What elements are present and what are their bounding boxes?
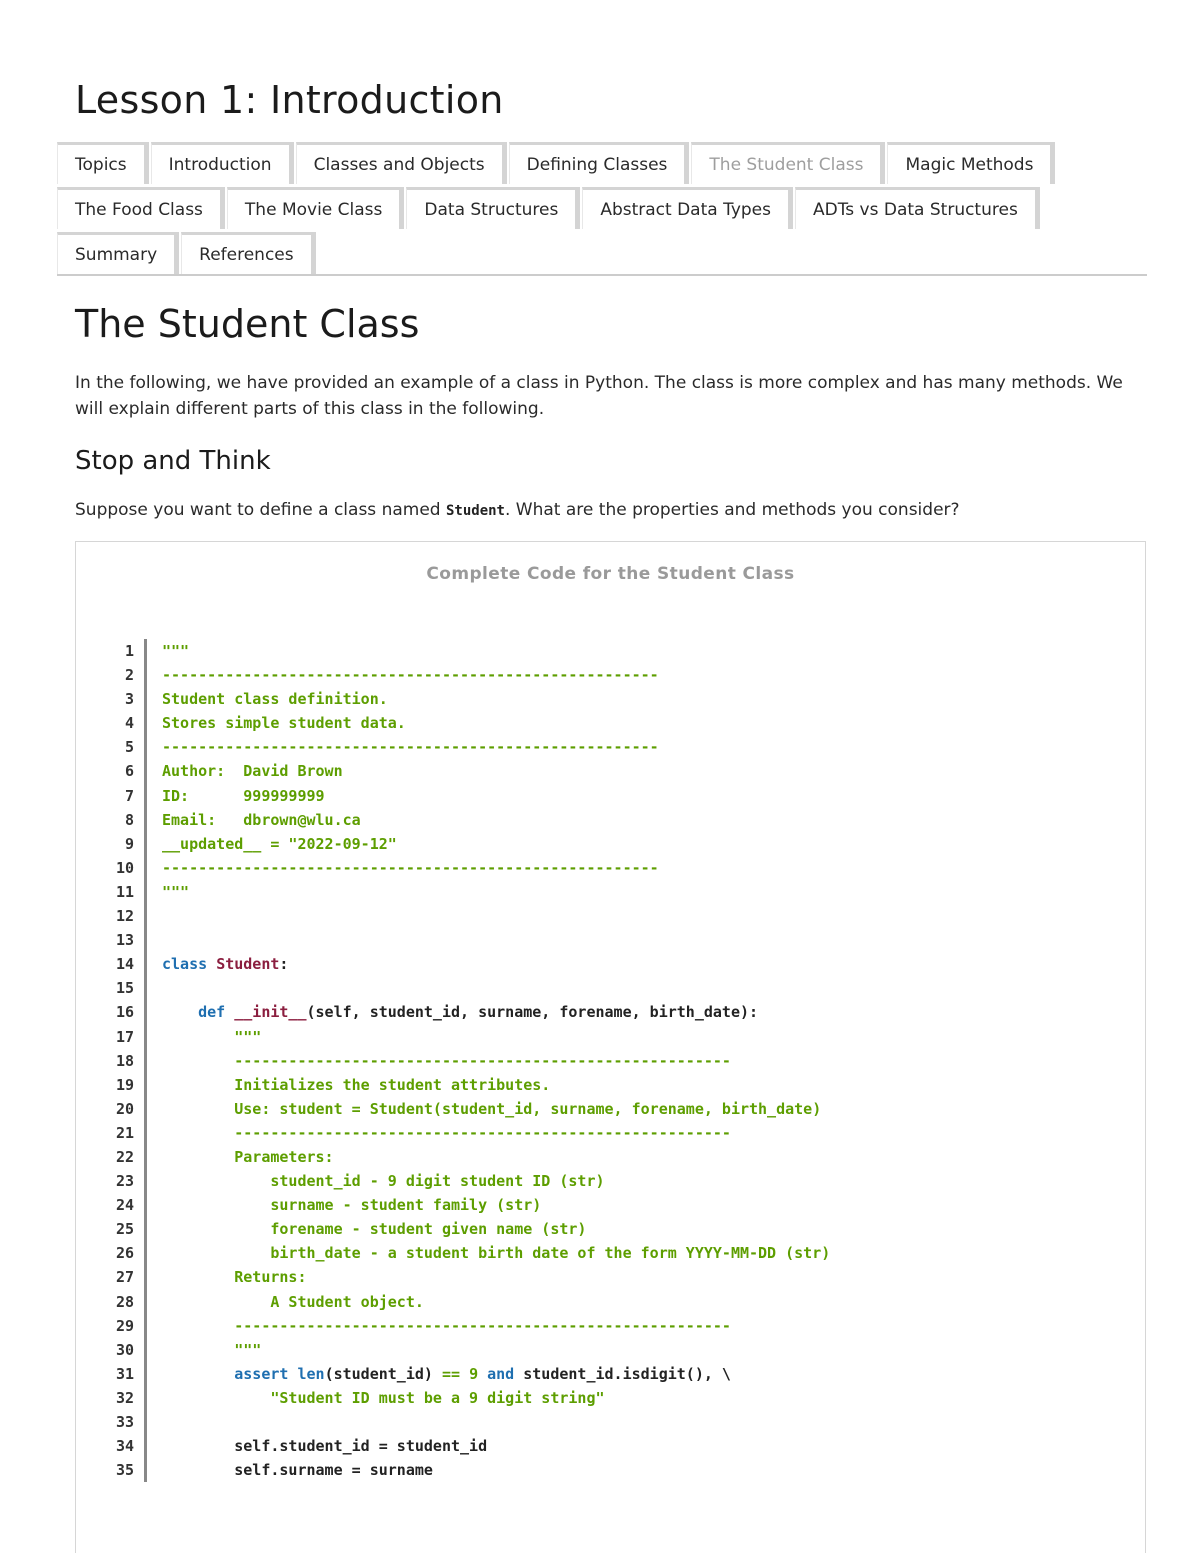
code-line: [76, 928, 1145, 952]
code-line: [76, 1265, 1145, 1289]
gutter-bar: [144, 1338, 147, 1362]
code-line: [76, 759, 1145, 783]
line-number: 9: [124, 834, 134, 853]
line-number: 19: [115, 1075, 134, 1094]
tab-topics[interactable]: Topics: [57, 142, 149, 184]
gutter-bar: [144, 1314, 147, 1338]
code-text: class Student:: [162, 955, 289, 974]
code-line: [76, 784, 1145, 808]
code-text: __updated__ = "2022-09-12": [162, 834, 397, 853]
code-text: """: [162, 642, 190, 660]
code-text: forename - student given name (str): [162, 1220, 587, 1239]
gutter-bar: [144, 1386, 147, 1410]
question-text-after: . What are the properties and methods you consider?: [505, 500, 960, 520]
code-text: """: [162, 882, 190, 901]
line-number: 28: [115, 1292, 134, 1311]
line-number: 34: [115, 1437, 134, 1456]
gutter-bar: [144, 1193, 147, 1217]
code-line: [76, 1169, 1145, 1193]
gutter-bar: [144, 1121, 147, 1145]
code-line: [76, 711, 1145, 735]
gutter-bar: [144, 1434, 147, 1458]
code-text: surname - student family (str): [162, 1196, 542, 1215]
gutter-bar: [144, 832, 147, 856]
gutter-bar: [144, 976, 147, 1000]
line-number: 26: [115, 1244, 134, 1263]
code-line: [76, 639, 1145, 663]
tab-data-structures[interactable]: Data Structures: [406, 187, 580, 229]
line-number: 18: [115, 1051, 134, 1070]
code-line: [76, 1073, 1145, 1097]
lesson-tabs: [57, 142, 1147, 276]
tab-adts-vs-data-structures[interactable]: ADTs vs Data Structures: [795, 187, 1040, 229]
tab-introduction[interactable]: Introduction: [151, 142, 294, 184]
line-number: 6: [124, 762, 134, 781]
code-text: Student class definition.: [162, 690, 388, 709]
gutter-bar: [144, 1410, 147, 1434]
gutter-bar: [144, 759, 147, 783]
line-number: 5: [124, 738, 134, 757]
code-line: [76, 1145, 1145, 1169]
line-number: 21: [115, 1123, 134, 1142]
code-text: -------------------------------------------------------: [162, 1051, 731, 1070]
gutter-bar: [144, 856, 147, 880]
code-line: [76, 976, 1145, 1000]
gutter-bar: [144, 904, 147, 928]
line-number: 4: [124, 714, 134, 733]
line-number: 11: [115, 882, 134, 901]
line-number: 25: [115, 1220, 134, 1239]
code-text: Initializes the student attributes.: [162, 1075, 551, 1094]
line-number: 22: [115, 1147, 134, 1166]
code-text: self.student_id = student_id: [162, 1437, 488, 1456]
question-text-before: Suppose you want to define a class named: [75, 500, 446, 520]
code-line: [76, 1410, 1145, 1434]
code-text: -------------------------------------------------------: [162, 858, 659, 877]
code-text: -------------------------------------------------------: [162, 666, 659, 685]
code-line: [76, 1025, 1145, 1049]
line-number: 33: [115, 1413, 134, 1431]
code-text: ID: 999999999: [162, 786, 325, 805]
tab-summary[interactable]: Summary: [57, 232, 179, 274]
code-listing[interactable]: [76, 639, 1145, 1482]
code-line: [76, 1049, 1145, 1073]
code-line: [76, 663, 1145, 687]
code-text: Returns:: [162, 1268, 307, 1287]
gutter-bar: [144, 1217, 147, 1241]
code-text: assert len(student_id) == 9 and student_id.isdigit(), \: [234, 1364, 731, 1383]
code-line: [76, 1241, 1145, 1265]
code-line: [76, 880, 1145, 904]
code-text: self.surname = surname: [162, 1461, 433, 1480]
code-line: [76, 904, 1145, 928]
code-line: [76, 1121, 1145, 1145]
gutter-bar: [144, 1362, 147, 1386]
code-line: [76, 1458, 1145, 1482]
tab-references[interactable]: References: [181, 232, 315, 274]
code-text: -------------------------------------------------------: [162, 1123, 731, 1142]
code-text: Use: student = Student(student_id, surname, forename, birth_date): [162, 1099, 822, 1118]
line-number: 14: [115, 955, 134, 974]
code-block: [75, 541, 1146, 1553]
gutter-bar: [144, 808, 147, 832]
tab-classes-and-objects[interactable]: Classes and Objects: [296, 142, 507, 184]
line-number: 8: [124, 810, 134, 829]
line-number: 17: [115, 1027, 134, 1046]
code-line: [76, 856, 1145, 880]
code-text: birth_date - a student birth date of the form YYYY-MM-DD (str): [162, 1244, 831, 1263]
gutter-bar: [144, 687, 147, 711]
gutter-bar: [144, 735, 147, 759]
code-text: -------------------------------------------------------: [162, 1316, 731, 1335]
gutter-bar: [144, 1290, 147, 1314]
code-text: Email: dbrown@wlu.ca: [162, 810, 361, 829]
gutter-bar: [144, 1000, 147, 1024]
code-line: [76, 832, 1145, 856]
code-text: Parameters:: [162, 1147, 334, 1166]
gutter-bar: [144, 1458, 147, 1482]
code-text: """: [162, 1340, 262, 1359]
code-line: [76, 1290, 1145, 1314]
line-number: 12: [115, 907, 134, 926]
section-intro: In the following, we have provided an example of a class in Python. The class is more complex and has many methods. We will explain different parts of this class in the following.: [75, 373, 1123, 419]
code-line: [76, 1362, 1145, 1386]
code-text: Author: David Brown: [162, 762, 343, 781]
line-number: 30: [115, 1340, 134, 1359]
code-block-title: Complete Code for the Student Class: [426, 564, 795, 584]
gutter-bar: [144, 1049, 147, 1073]
line-number: 27: [115, 1268, 134, 1287]
gutter-bar: [144, 928, 147, 952]
code-line: [76, 1314, 1145, 1338]
tab-defining-classes[interactable]: Defining Classes: [509, 142, 690, 184]
code-text: """: [162, 1027, 262, 1046]
gutter-bar: [144, 1265, 147, 1289]
tab-the-movie-class[interactable]: The Movie Class: [227, 187, 404, 229]
line-number: 35: [115, 1461, 134, 1480]
gutter-bar: [144, 880, 147, 904]
line-number: 24: [115, 1196, 134, 1215]
gutter-bar: [144, 711, 147, 735]
code-line: [76, 952, 1145, 976]
tab-the-food-class[interactable]: The Food Class: [57, 187, 225, 229]
code-line: [76, 1193, 1145, 1217]
code-line: [76, 1217, 1145, 1241]
question-code: Student: [445, 503, 505, 519]
code-line: [76, 1338, 1145, 1362]
gutter-bar: [144, 1073, 147, 1097]
gutter-bar: [144, 663, 147, 687]
line-number: 10: [115, 858, 134, 877]
gutter-bar: [144, 1097, 147, 1121]
code-line: [76, 687, 1145, 711]
code-line: [76, 735, 1145, 759]
code-text: def __init__(self, student_id, surname, forename, birth_date):: [198, 1003, 759, 1022]
tab-abstract-data-types[interactable]: Abstract Data Types: [582, 187, 793, 229]
line-number: 23: [115, 1172, 134, 1191]
line-number: 16: [115, 1003, 134, 1022]
code-text: -------------------------------------------------------: [162, 738, 659, 757]
stop-and-think-question: [75, 500, 960, 520]
gutter-bar: [144, 784, 147, 808]
line-number: 29: [115, 1316, 134, 1335]
gutter-bar: [144, 1145, 147, 1169]
tab-the-student-class[interactable]: The Student Class: [691, 142, 885, 184]
code-text: "Student ID must be a 9 digit string": [162, 1388, 605, 1407]
line-number: 3: [124, 690, 134, 709]
line-number: 1: [124, 642, 134, 660]
stop-and-think-heading: Stop and Think: [75, 446, 271, 476]
lesson-title: Lesson 1: Introduction: [75, 78, 504, 122]
line-number: 2: [124, 666, 134, 685]
code-line: [76, 808, 1145, 832]
section-title: The Student Class: [75, 302, 420, 346]
code-text: A Student object.: [162, 1292, 424, 1311]
line-number: 20: [115, 1099, 134, 1118]
code-line: [76, 1434, 1145, 1458]
gutter-bar: [144, 1241, 147, 1265]
code-text: student_id - 9 digit student ID (str): [162, 1172, 605, 1191]
line-number: 32: [115, 1388, 134, 1407]
line-number: 7: [124, 786, 134, 805]
tab-magic-methods[interactable]: Magic Methods: [887, 142, 1055, 184]
code-line: [76, 1097, 1145, 1121]
code-line: [76, 1386, 1145, 1410]
gutter-bar: [144, 639, 147, 663]
code-line: [76, 1000, 1145, 1024]
line-number: 31: [115, 1364, 134, 1383]
gutter-bar: [144, 952, 147, 976]
line-number: 15: [115, 979, 134, 998]
gutter-bar: [144, 1025, 147, 1049]
code-text: Stores simple student data.: [162, 714, 406, 733]
gutter-bar: [144, 1169, 147, 1193]
line-number: 13: [115, 931, 134, 950]
